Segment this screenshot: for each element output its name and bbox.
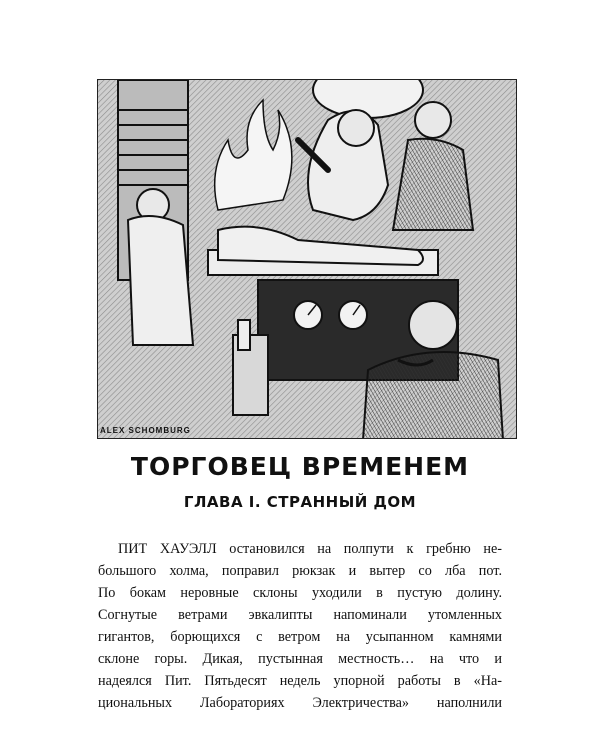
chapter-subtitle: ГЛАВА I. СТРАННЫЙ ДОМ xyxy=(183,493,417,511)
text-line: Согнутые ветрами эвкалипты напоминали утомленных xyxy=(98,607,502,623)
text-line: гигантов, борющихся с ветром на усыпанном камнями xyxy=(98,629,502,645)
text-line: склоне горы. Дикая, пустынная местность… на что и xyxy=(98,651,502,667)
text-line: надеялся Пит. Пятьдесят недель упорной работы в «На- xyxy=(98,673,502,689)
text-line: По бокам неровные склоны уходили в пустую долину. xyxy=(98,585,502,601)
text-line: циональных Лабораториях Электричества» наполнили xyxy=(98,695,502,711)
chapter-illustration xyxy=(97,79,517,439)
chapter-title: ТОРГОВЕЦ ВРЕМЕНЕМ xyxy=(130,452,470,481)
illustration-drawing xyxy=(98,80,517,439)
artist-signature: ALEX SCHOMBURG xyxy=(100,426,191,435)
body-text xyxy=(98,538,502,714)
text-line: большого холма, поправил рюкзак и вытер со лба пот. xyxy=(98,563,502,579)
text-line: ПИТ ХАУЭЛЛ остановился на полпути к гребню не- xyxy=(118,541,502,557)
